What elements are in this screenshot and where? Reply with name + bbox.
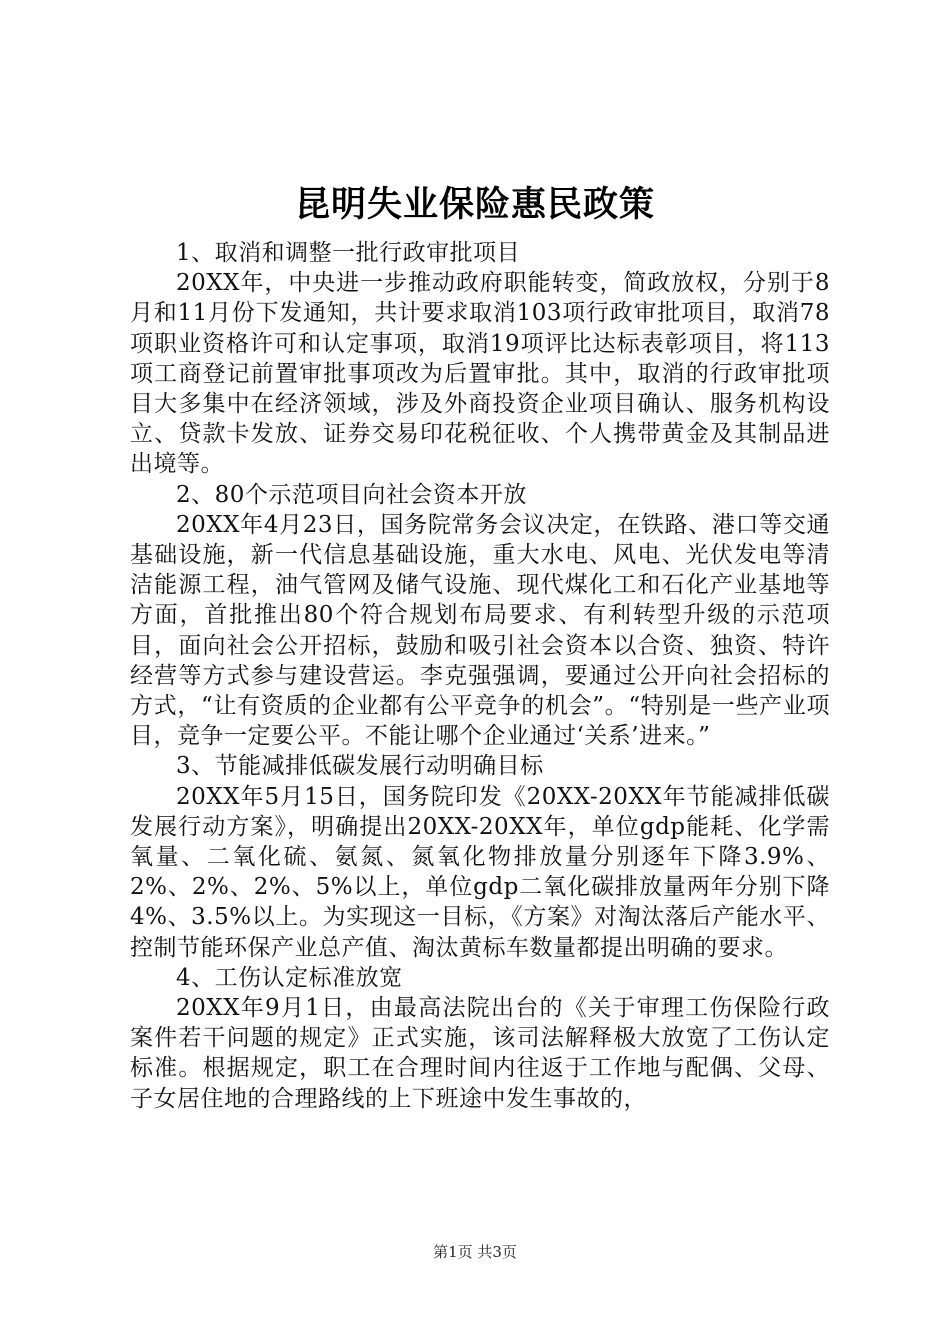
section-paragraph-2: 20XX年4月23日，国务院常务会议决定，在铁路、港口等交通基础设施，新一代信息基础设施，重大水电、风电、光伏发电等清洁能源工程，油气管网及储气设施、现代煤化工和石化产业基地等方面，首批推出80个符合规划布局要求、有利转型升级的示范项目，面向社会公开招标，鼓励和吸引社会资本以合资、独资、特许经营等方式参与建设营运。李克强强调，要通过公开向社会招标的方式，“让有资质的企业都有公平竞争的机会”。“特别是一些产业项目，竞争一定要公平。不能让哪个企业通过‘关系’进来。” [130,511,830,750]
section-paragraph-3: 20XX年5月15日，国务院印发《20XX-20XX年节能减排低碳发展行动方案》，明确提出20XX-20XX年，单位gdp能耗、化学需氧量、二氧化硫、氨氮、氮氧化物排放量分别逐年下降3.9%、2%、2%、2%、5%以上，单位gdp二氧化碳排放量两年分别下降4%、3.5%以上。为实现这一目标，《方案》对淘汰落后产能水平、控制节能环保产业总产值、淘汰黄标车数量都提出明确的要求。 [130,783,830,961]
section-heading-2: 2、80个示范项目向社会资本开放 [176,481,527,508]
document-title: 昆明失业保险惠民政策 [294,184,655,225]
section-heading-4: 4、工伤认定标准放宽 [176,964,403,991]
section-paragraph-4: 20XX年9月1日，由最高法院出台的《关于审理工伤保险行政案件若干问题的规定》正式实施，该司法解释极大放宽了工伤认定标准。根据规定，职工在合理时间内往返于工作地与配偶、父母、子女居住地的合理路线的上下班途中发生事故的， [130,995,830,1112]
document-body [130,238,830,1114]
section-heading-3: 3、节能减排低碳发展行动明确目标 [176,753,544,780]
section-heading-1: 1、取消和调整一批行政审批项目 [176,240,521,266]
section-paragraph-1: 20XX年，中央进一步推动政府职能转变，简政放权，分别于8月和11月份下发通知，共计要求取消103项行政审批项目，取消78项职业资格许可和认定事项，取消19项评比达标表彰项目，将113项工商登记前置审批事项改为后置审批。其中，取消的行政审批项目大多集中在经济领域，涉及外商投资企业项目确认、服务机构设立、贷款卡发放、证券交易印花税征收、个人携带黄金及其制品进出境等。 [130,270,830,478]
page-footer: 第1页 共3页 [433,1243,517,1261]
